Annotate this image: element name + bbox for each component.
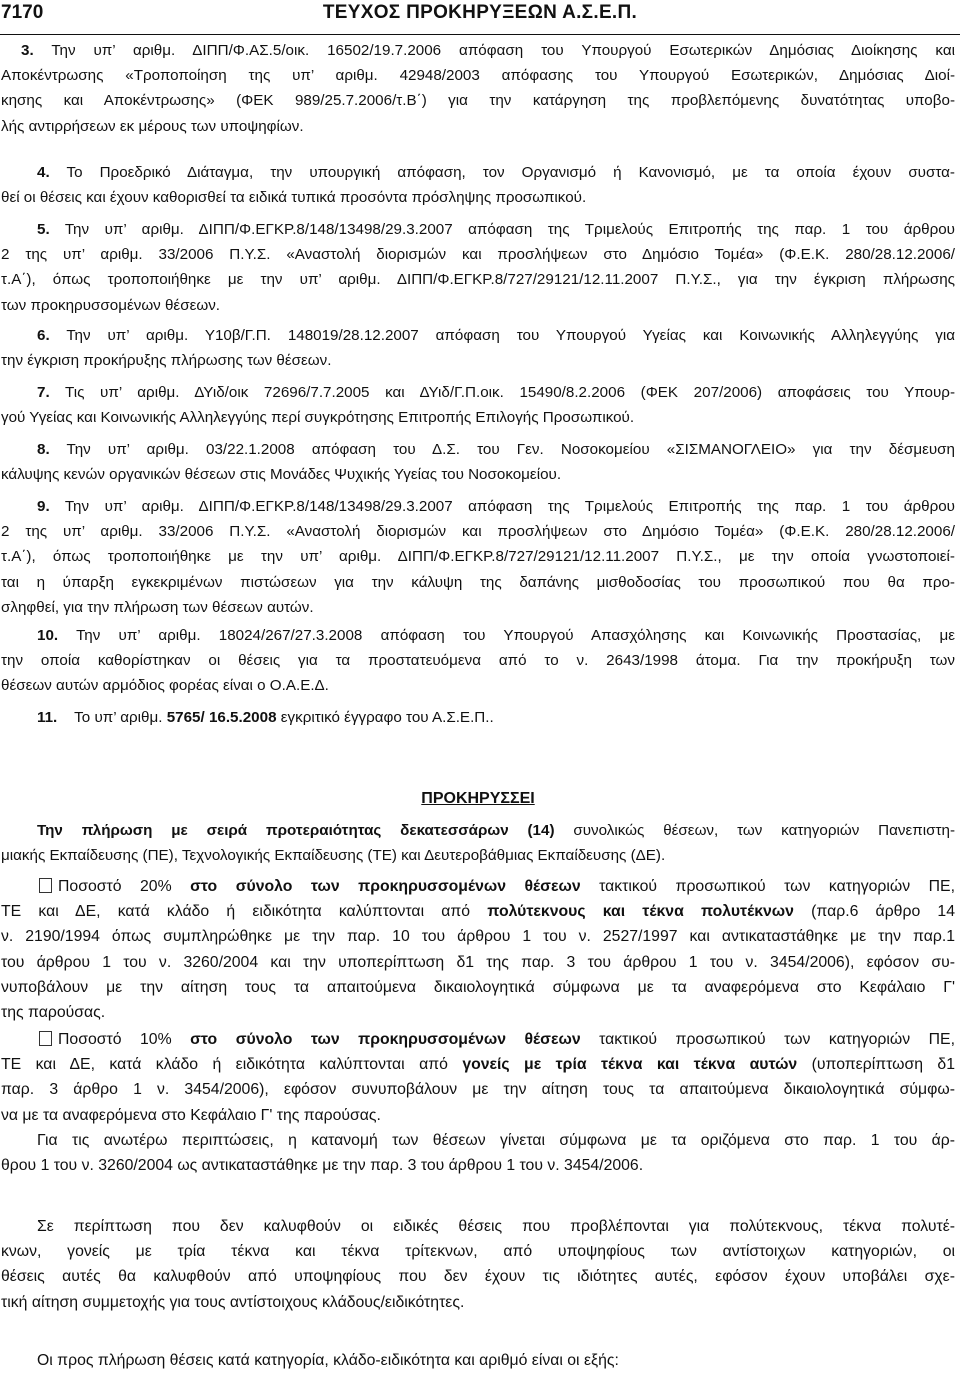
paragraph-text-line: Για τις ανωτέρω περιπτώσεις, η κατανομή των θέσεων γίνεται σύμφωνα με τα οριζόμενα στο παρ. 1 του άρ- bbox=[37, 1132, 955, 1149]
item-number: 7. bbox=[37, 384, 50, 401]
item-number: 6. bbox=[37, 327, 50, 344]
proclaims-heading-block bbox=[1, 786, 955, 811]
item-text-line: Το υπ’ αριθμ. bbox=[74, 709, 163, 726]
item-number: 10. bbox=[37, 627, 59, 644]
item-text-line: κάλυψης κενών οργανικών θέσεων στις Μονάδες Ψυχικής Υγείας του Νοσοκομείου. bbox=[1, 466, 562, 484]
item-text-line: Αποκέντρωσης «Τροποποίηση της υπ’ αριθμ. 42948/2003 απόφασης του Υπουργού Εσωτερικών, Δημόσιας Διοί- bbox=[1, 67, 955, 85]
item-7 bbox=[1, 380, 955, 430]
item-text-line: λής αντιρρήσεων εκ μέρους των υποψηφίων. bbox=[1, 117, 304, 135]
item-text-line: κησης και Αποκέντρωσης» (ΦΕΚ 989/25.7.2006/τ.Β΄) για την κατάργηση της προβλεπόμενης δυνατότητας υποβο- bbox=[1, 92, 955, 110]
item-number: 5. bbox=[37, 221, 50, 238]
approval-doc-number: 5765/ 16.5.2008 bbox=[166, 709, 277, 726]
item-text-line: τ.Α΄), όπως τροποποιήθηκε με την υπ’ αριθμ. ΔΙΠΠ/Φ.ΕΓΚΡ.8/727/29121/12.11.2007 Π.Υ.Σ., για την έγκριση πλήρωσης bbox=[1, 271, 955, 289]
item-text-line: σληφθεί, για την πλήρωση των θέσεων αυτών. bbox=[1, 598, 314, 616]
item-number: 8. bbox=[37, 441, 50, 458]
bullet-text-line: να με τα αναφερόμενα στο Κεφάλαιο Γ' της παρούσας. bbox=[1, 1106, 381, 1124]
distribution-paragraph bbox=[1, 1128, 955, 1178]
item-5 bbox=[1, 217, 955, 318]
issue-title: ΤΕΥΧΟΣ ΠΡΟΚΗΡΥΞΕΩΝ Α.Σ.Ε.Π. bbox=[322, 2, 638, 23]
positions-intro-paragraph bbox=[1, 1348, 955, 1373]
item-3 bbox=[1, 38, 955, 139]
paragraph-text-line: τική αίτηση συμμετοχής για τους αντίστοιχους κλάδους/ειδικότητες. bbox=[1, 1293, 465, 1311]
item-text-line: Το Προεδρικό Διάταγμα, την υπουργική απόφαση, τον Οργανισμό ή Κανονισμό, με τα οποία έχουν συστα- bbox=[66, 164, 955, 181]
item-text-line: θεί οι θέσεις και έχουν καθορισθεί τα ειδικά τυπικά προσόντα πρόσληψης προσωπικού. bbox=[1, 189, 587, 207]
item-8 bbox=[1, 437, 955, 487]
intro-bold: Την πλήρωση με σειρά προτεραιότητας δεκατεσσάρων (14) bbox=[37, 822, 555, 839]
bullet-text-line: νυποβάλουν με την αίτηση τους τα απαιτούμενα δικαιολογητικά σύμφωνα με τα αναφερόμενα στο Κεφάλαιο Γ' bbox=[1, 978, 955, 996]
bullet-box-icon bbox=[39, 1031, 52, 1046]
intro-paragraph: Την πλήρωση με σειρά προτεραιότητας δεκατεσσάρων (14) συνολικώς θέσεων, των κατηγοριών Πανεπιστη- μιακής Εκπαίδευσης (ΠΕ), Τεχνολογικής Εκπαίδευσης (ΤΕ) και Δευτεροβάθμιας Εκπαίδευσης (ΔΕ). bbox=[1, 818, 955, 868]
item-text-line: 2 της υπ’ αριθμ. 33/2006 Π.Υ.Σ. «Αναστολή διορισμών και προσλήψεων στο Δημόσιο Τομέα» (Φ.Ε.Κ. 280/28.12.2006/ bbox=[1, 246, 955, 264]
item-number: 4. bbox=[37, 164, 50, 181]
bullet-box-icon bbox=[39, 878, 52, 893]
item-text-line: Τις υπ’ αριθμ. ΔΥιδ/οικ 72696/7.7.2005 και ΔΥιδ/Γ.Π.οικ. 15490/8.2.2006 (ΦΕΚ 207/2006) αποφάσεις του Υπουρ- bbox=[65, 384, 956, 401]
item-text-line: Την υπ’ αριθμ. ΔΙΠΠ/Φ.ΑΣ.5/οικ. 16502/19.7.2006 απόφαση του Υπουργού Εσωτερικών Δημόσιας Διοίκησης και bbox=[51, 42, 955, 59]
paragraph-text-line: Οι προς πλήρωση θέσεις κατά κατηγορία, κλάδο-ειδικότητα και αριθμό είναι οι εξής: bbox=[37, 1352, 619, 1369]
item-text-line: Την υπ’ αριθμ. Υ10β/Γ.Π. 148019/28.12.2007 απόφαση του Υπουργού Υγείας και Κοινωνικής Αλληλεγγύης για bbox=[66, 327, 955, 344]
item-text-line: εγκριτικό έγγραφο του Α.Σ.Ε.Π.. bbox=[280, 709, 494, 726]
item-text-line: θέσεων αυτών αρμόδιος φορέας είναι ο Ο.Α.Ε.Δ. bbox=[1, 677, 329, 695]
item-4 bbox=[1, 160, 955, 210]
intro-text-line: μιακής Εκπαίδευσης (ΠΕ), Τεχνολογικής Εκπαίδευσης (ΤΕ) και Δευτεροβάθμιας Εκπαίδευσης (ΔΕ). bbox=[1, 847, 666, 865]
item-6 bbox=[1, 323, 955, 373]
bullet-text-line: του άρθρου 1 του ν. 3260/2004 και την υποπερίπτωση δ1 της παρ. 3 του άρθρου 1 του ν. 3454/2006), εφόσον συ- bbox=[1, 953, 955, 971]
bullet-text-line: της παρούσας. bbox=[1, 1004, 106, 1022]
item-text-line: των προκηρυσσομένων θέσεων. bbox=[1, 296, 221, 314]
item-number: 9. bbox=[37, 498, 50, 515]
item-text-line: την έγκριση προκήρυξης πλήρωσης των θέσεων. bbox=[1, 352, 332, 370]
uncovered-positions-paragraph bbox=[1, 1214, 955, 1315]
item-text-line: ται η ύπαρξη εγκεκριμένων πιστώσεων για την κάλυψη της δαπάνης μισθοδοσίας του προσωπικού που θα προ- bbox=[1, 573, 955, 591]
bullet-text-line: ν. 2190/1994 όπως συμπληρώθηκε με την παρ. 10 του άρθρου 1 του ν. 2527/1997 και αντικαταστάθηκε με την παρ.1 bbox=[1, 928, 955, 946]
item-number: 3. bbox=[21, 42, 34, 59]
paragraph-text-line: θρου 1 του ν. 3260/2004 ως αντικαταστάθηκε με την παρ. 3 του άρθρου 1 του ν. 3454/2006. bbox=[1, 1157, 644, 1175]
paragraph-text-line: θέσεις αυτές θα καλυφθούν από υποψηφίους που δεν έχουν τις ιδιότητες αυτές, εφόσον έχουν υποβάλει σχε- bbox=[1, 1268, 955, 1286]
quota-bullet-2: Ποσοστό 10% στο σύνολο των προκηρυσσομένων θέσεων τακτικού προσωπικού των κατηγοριών ΠΕ, ΤΕ και ΔΕ, κατά κλάδο ή ειδικότητα καλύπτονται από γονείς με τρία τέκνα και τέκνα αυτών (υποπερίπτωση δ1 παρ. 3 άρθρο 1 ν. 3454/2006), εφόσον συνυποβάλουν με την αίτηση τους τα απαιτούμενα δικαιολογητικά σύμφω- να με τα αναφερόμενα στο Κεφάλαιο Γ' της παρούσας. bbox=[1, 1027, 955, 1128]
proclaims-heading: ΠΡΟΚΗΡΥΣΣΕΙ bbox=[421, 790, 535, 807]
item-text-line: την οποία καθορίστηκαν οι θέσεις για τα προστατευόμενα από το ν. 2643/1998 άτομα. Για την προκήρυξη των bbox=[1, 652, 955, 670]
paragraph-text-line: κνων, γονείς με τρία τέκνα και τέκνα τρίτεκνων, από υποψηφίους των αντίστοιχων κατηγοριών, οι bbox=[1, 1243, 955, 1261]
item-10 bbox=[1, 623, 955, 699]
paragraph-text-line: Σε περίπτωση που δεν καλυφθούν οι ειδικές θέσεις που προβλέπονται για πολύτεκνους, τέκνα πολυτέ- bbox=[37, 1218, 955, 1235]
item-text-line: Την υπ’ αριθμ. ΔΙΠΠ/Φ.ΕΓΚΡ.8/148/13498/29.3.2007 απόφαση της Τριμελούς Επιτροπής της παρ. 1 του άρθρου bbox=[64, 498, 955, 515]
item-text-line: τ.Α΄), όπως τροποποιήθηκε με την υπ’ αριθμ. ΔΙΠΠ/Φ.ΕΓΚΡ.8/727/29121/12.11.2007 Π.Υ.Σ., με την οποία γνωστοποιεί- bbox=[1, 548, 955, 566]
item-11 bbox=[1, 705, 955, 730]
item-number: 11. bbox=[37, 709, 58, 726]
item-text-line: Την υπ’ αριθμ. 03/22.1.2008 απόφαση του Δ.Σ. του Γεν. Νοσοκομείου «ΣΙΣΜΑΝΟΓΛΕΙΟ» για την δέσμευση bbox=[66, 441, 955, 458]
item-text-line: 2 της υπ’ αριθμ. 33/2006 Π.Υ.Σ. «Αναστολή διορισμών και προσλήψεων στο Δημόσιο Τομέα» (Φ.Ε.Κ. 280/28.12.2006/ bbox=[1, 523, 955, 541]
page-number: 7170 bbox=[1, 2, 44, 23]
item-9 bbox=[1, 494, 955, 620]
bullet-text-line: παρ. 3 άρθρο 1 ν. 3454/2006), εφόσον συνυποβάλουν με την αίτηση τους τα απαιτούμενα δικαιολογητικά σύμφω- bbox=[1, 1081, 955, 1099]
header-rule bbox=[0, 34, 960, 35]
page-header bbox=[0, 2, 960, 30]
item-text-line: Την υπ’ αριθμ. 18024/267/27.3.2008 απόφαση του Υπουργού Απασχόλησης και Κοινωνικής Προστασίας, με bbox=[76, 627, 955, 644]
item-text-line: Την υπ’ αριθμ. ΔΙΠΠ/Φ.ΕΓΚΡ.8/148/13498/29.3.2007 απόφαση της Τριμελούς Επιτροπής της παρ. 1 του άρθρου bbox=[64, 221, 955, 238]
item-text-line: γού Υγείας και Κοινωνικής Αλληλεγγύης περί συγκρότησης Επιτροπής Επιλογής Προσωπικού. bbox=[1, 409, 635, 427]
quota-bullet-1: Ποσοστό 20% στο σύνολο των προκηρυσσομένων θέσεων τακτικού προσωπικού των κατηγοριών ΠΕ, ΤΕ και ΔΕ, κατά κλάδο ή ειδικότητα καλύπτονται από πολύτεκνους και τέκνα πολυτέκνων (παρ.6 άρθρο 14 ν. 2190/1994 όπως συμπληρώθηκε με την παρ. 10 του άρθρου 1 του ν. 2527/1997 και αντικαταστάθηκε με την παρ.1 του άρθρου 1 του ν. 3260/2004 και την υποπερίπτωση δ1 της παρ. 3 του άρθρου 1 του ν. 3454/2006), εφόσον συ- νυποβάλουν με την αίτηση τους τα απαιτούμενα δικαιολογητικά σύμφωνα με τα αναφερόμενα στο Κεφάλαιο Γ' της παρούσας. bbox=[1, 874, 955, 1025]
